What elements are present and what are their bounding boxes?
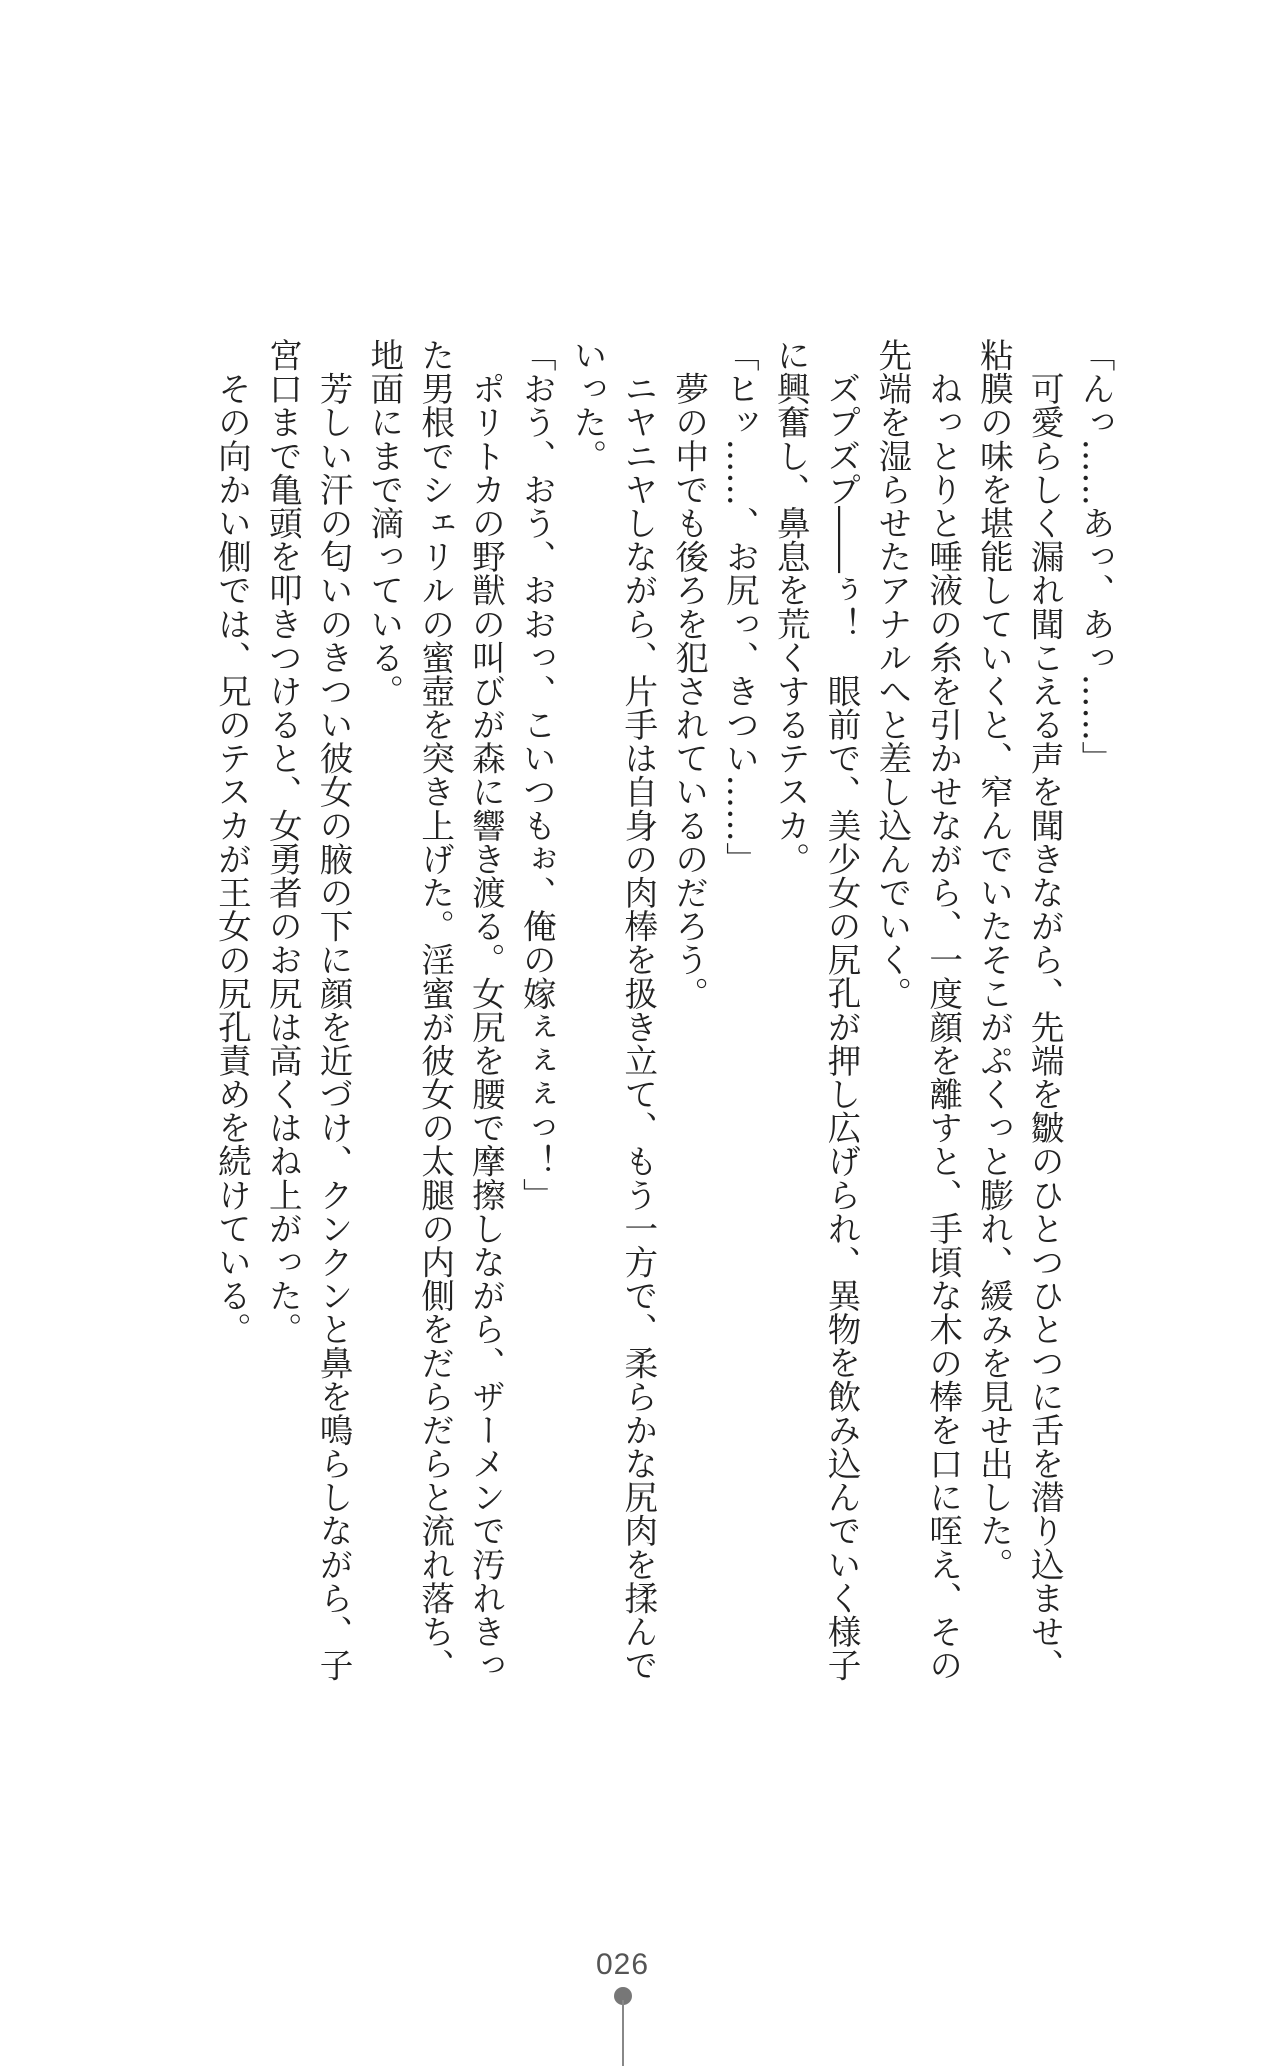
text-line: 先端を湿らせたアナルへと差し込んでいく。 (872, 338, 912, 1010)
text-line: 宮口まで亀頭を叩きつけると、女勇者のお尻は高くはね上がった。 (263, 338, 303, 1346)
text-line: その向かい側では、兄のテスカが王女の尻孔責めを続けている。 (212, 338, 252, 1346)
text-line: ポリトカの野獣の叫びが森に響き渡る。女尻を腰で摩擦しながら、ザーメンで汚れきっ (466, 338, 506, 1682)
page-number: 026 (595, 1948, 650, 1981)
text-line: ねっとりと唾液の糸を引かせながら、一度顔を離すと、手頃な木の棒を口に咥え、その (923, 338, 963, 1682)
text-line: いった。 (568, 338, 608, 473)
text-line: ニヤニヤしながら、片手は自身の肉棒を扱き立て、もう一方で、柔らかな尻肉を揉んで (618, 338, 658, 1682)
text-line: 夢の中でも後ろを犯されているのだろう。 (669, 338, 709, 1010)
text-line: た男根でシェリルの蜜壺を突き上げた。淫蜜が彼女の太腿の内側をだらだらと流れ落ち、 (415, 338, 455, 1682)
text-line: に興奮し、鼻息を荒くするテスカ。 (771, 338, 811, 876)
page-marker-line (622, 2000, 624, 2066)
text-line: ズプズプ――ぅ！ 眼前で、美少女の尻孔が押し広げられ、異物を飲み込んでいく様子 (822, 338, 862, 1682)
text-line: 「おう、おう、おおっ、こいつもぉ、俺の嫁ぇぇぇっ！」 (517, 338, 557, 1212)
text-line: 地面にまで滴っている。 (364, 338, 404, 708)
text-line: 芳しい汗の匂いのきつい彼女の腋の下に顔を近づけ、クンクンと鼻を鳴らしながら、子 (314, 338, 354, 1682)
body-text (206, 338, 1120, 1698)
text-line: 粘膜の味を堪能していくと、窄んでいたそこがぷくっと膨れ、緩みを見せ出した。 (974, 338, 1014, 1581)
text-line: 「ヒッ……、お尻っ、きつい……」 (720, 338, 760, 876)
text-line: 「んっ……あっ、あっ……」 (1076, 338, 1115, 775)
text-line: 可愛らしく漏れ聞こえる声を聞きながら、先端を皺のひとつひとつに舌を潜り込ませ、 (1025, 338, 1065, 1682)
